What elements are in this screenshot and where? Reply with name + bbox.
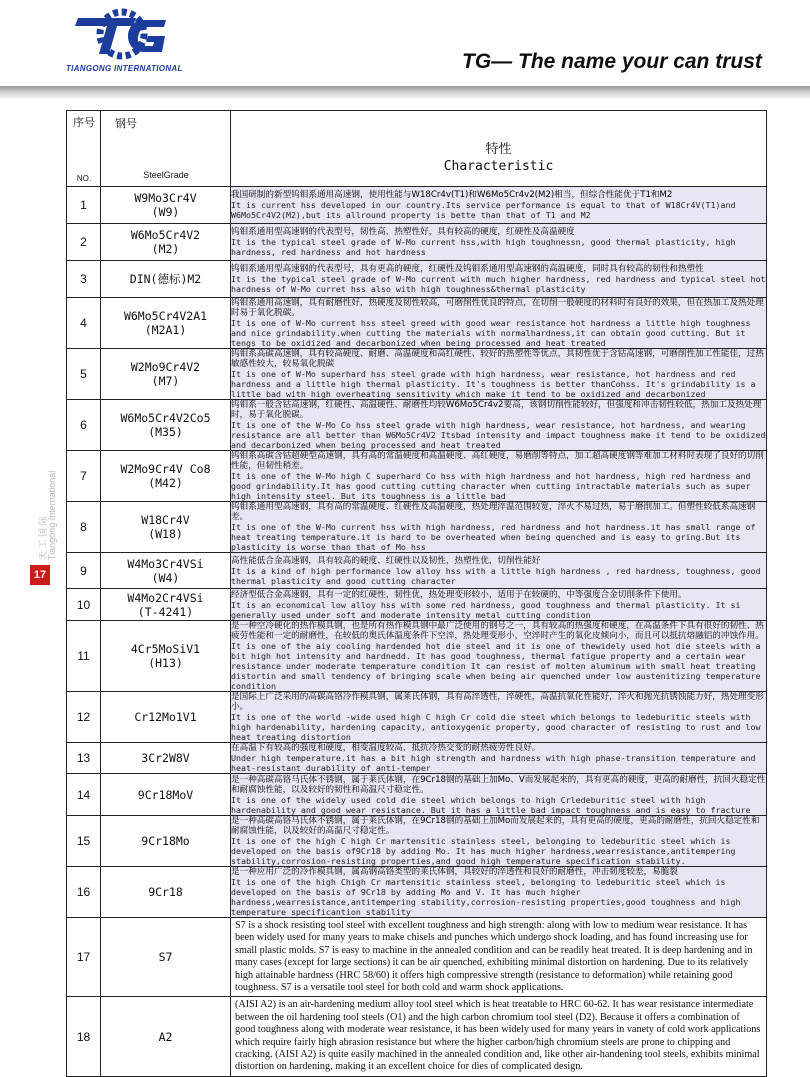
header-char-cn: 特性 — [485, 141, 512, 157]
characteristic-chinese: 在高温下有较高的强度和硬度，相变温度较高，抵抗冷热交变的耐热疲劳性良好。 — [231, 743, 541, 753]
table-header-row — [67, 111, 767, 187]
row-number: 11 — [67, 621, 101, 692]
characteristic-cell — [231, 502, 767, 553]
grade-name: W6Mo5Cr4V2Co5 — [120, 411, 211, 425]
characteristic-english: It is one of W-Mo superhard hss steel grade with high hardness, wear resistance, hot hardness and red hardness and a little high thermal plasticity. It's toughness is better thanCohss. It's grindability is a little bad with high overheating sensitivity which make it tend to be oxidized and decarbonized — [231, 369, 756, 399]
row-number: 16 — [67, 867, 101, 918]
row-number: 2 — [67, 224, 101, 261]
characteristic-cell — [231, 298, 767, 349]
grade-name: 9Cr18MoV — [137, 787, 194, 802]
grade-alias: (W4) — [151, 570, 180, 585]
grade-name: 4Cr5MoSiV1 — [130, 642, 201, 656]
table-row — [67, 692, 767, 743]
characteristic-cell — [231, 400, 767, 451]
grade-name: W4Mo2Cr4VSi — [127, 590, 204, 605]
steel-grade — [101, 867, 231, 918]
table-row — [67, 553, 767, 589]
header-no — [67, 111, 101, 187]
characteristic-chinese: 钨钼系通用高速钢，具有耐磨性好，热硬度及韧性较高，可磨削性优良的特点，在切削一般硬度的材料时有良好的效果，但在热加工及热处理时易于氧化脱碳。 — [231, 298, 764, 318]
grade-name: W4Mo3Cr4VSi — [127, 556, 204, 571]
characteristic-english: It is one of the widely used cold die steel which belongs to high Crledeburitic steel with high hardenability and good wear resistance. But it has a little bad impact toughness and is easy to fracture — [231, 794, 751, 815]
characteristic-english: Under high temperature.it has a bit high strength and hardness with high phase-transition temperature and heat-resistant durability of anti-temper — [231, 753, 756, 773]
characteristic-chinese: 钨钼系通用型高速钢的代表型号，韧性高，热塑性好，具有较高的硬度，红硬性及高温硬度 — [231, 227, 575, 237]
characteristic-english: It is the typical steel grade of W-Mo current with much higher hardness, red hardness and typical steel hot hardness of W-Mo curret hss also with high toughness&thermal plasticity — [231, 274, 766, 294]
characteristic-cell — [231, 774, 767, 816]
grade-name: Cr12Mo1V1 — [134, 710, 197, 724]
characteristic-english: It is one of W-Mo current hss steel greed with good wear resistance hot hardness a little high toughness and nice grindability.when cutting the materials with normalhardness,it can obtain good cutting. But it tengs to be oxidized and decarbonized when being processed and heat treated — [231, 318, 751, 348]
table-body — [67, 187, 767, 1077]
table-row — [67, 261, 767, 298]
table-row — [67, 867, 767, 918]
characteristic-chinese: 钨钼系一般含钴高速钢，红硬性、高温硬性、耐磨性均较W6Mo5Cr4v2要高，该钢切削性能较好，但强度和冲击韧性较低，热加工及热处理时，易于氧化脱碳。 — [231, 400, 762, 420]
table-row — [67, 918, 767, 997]
steel-grade — [101, 451, 231, 502]
characteristic-english: S7 is a shock resisting tool steel with excellent toughness and high strength: along with low to medium wear resistance. It has been widely used for many years to make chisels and punches which undergo shock loading, and has found increasing use for small plastic molds. S7 is easy to machine in the annealed condition and can be readily heat treated. It is deep hardening and in many cases (except for large sections) it can be air quenched, exhibiting minimal distortion on hardening. Due to its relatively high attainable hardness (HRC 58/60) it offers high compressive strength (resistance to deformation) while retaining good toughness. S7 is a versatile tool steel for both cold and warm shock applications. — [235, 920, 753, 994]
header-grade-en: SteelGrade — [143, 170, 189, 180]
grade-name: W2Mo9Cr4V Co8 — [120, 462, 211, 476]
characteristic-cell — [231, 621, 767, 692]
characteristic-chinese: 是一种应用广泛的冷作模具钢，属高钢高铬类型的莱氏体钢，具较好的淬透性和良好的耐磨性，冲击韧度较差，易脆裂 — [231, 867, 678, 877]
steel-grade-table — [66, 110, 767, 1077]
characteristic-english: It is one of the high C high Cr martensitic stainless steel, belonging to ledeburitic steel which is developed on the basis of9Cr18 by adding Mo. It has much higher hardness,wearresistance,antitempering stability,corrosion-resisting properties,and good high temperature specification stability. — [231, 836, 736, 866]
table-row — [67, 621, 767, 692]
row-number: 15 — [67, 816, 101, 867]
characteristic-english: It is one of the W-Mo current hss with high hardness, red hardness and hot hardness.it has small range of heat treating temperature.it is hard to be overheated when being quenched and is easy to gring.But its plasticity is worse than that of Mo hss — [231, 522, 756, 552]
side-tab — [30, 440, 57, 600]
grade-name: 9Cr18 — [148, 885, 183, 899]
row-number: 5 — [67, 349, 101, 400]
steel-grade — [101, 261, 231, 298]
side-english: Tiangong International — [47, 470, 57, 560]
characteristic-english: It is a kind of high performance low alloy hss with a little high hardness , red hardness, toughness, good thermal plasticity and good cutting character — [231, 565, 761, 586]
row-number: 13 — [67, 743, 101, 774]
characteristic-chinese: 是一种空冷硬化的热作模具钢，也是所有热作模具钢中最广泛使用的钢号之一，具有较高的热强度和硬度，在高温条件下具有很好的韧性、热疲劳性能和一定的耐磨性，在较低的奥氏体温度条件下空淬，热处理变形小，空淬时产生的氧化皮倾向小，而且可以抵抗熔融铝的冲蚀作用。 — [231, 621, 764, 641]
steel-grade — [101, 621, 231, 692]
characteristic-chinese: 钨钼系高碳含钴超硬型高速钢，具有高的常温硬度和高温硬度、高红硬度，易磨削等特点，加工超高硬度钢等难加工材料时表现了良好的切削性能，但韧性稍差。 — [231, 451, 764, 471]
characteristic-chinese: 是一种高碳高铬马氏体不锈钢，属于莱氏体钢，在9Cr18钢的基础上加Mo、V而发展起来的，具有更高的硬度，更高的耐磨性，抗回火稳定性和耐腐蚀性能，以及较好的韧性和高温尺寸稳定性。 — [231, 774, 766, 795]
steel-grade — [101, 816, 231, 867]
tagline: TG— The name your can trust — [462, 50, 762, 73]
characteristic-cell — [231, 187, 767, 224]
row-number: 18 — [67, 997, 101, 1076]
grade-name: 9Cr18Mo — [141, 834, 190, 848]
grade-alias: (W9) — [151, 205, 180, 219]
table-row — [67, 743, 767, 774]
table-row — [67, 451, 767, 502]
characteristic-cell — [231, 553, 767, 589]
characteristic-chinese: 我国研制的新型钨钼系通用高速钢，使用性能与W18Cr4v(T1)和W6Mo5Cr4v2(M2)相当，但综合性能优于T1和M2 — [231, 190, 673, 200]
table-row — [67, 349, 767, 400]
header-no-cn: 序号 — [73, 116, 95, 129]
grade-alias: (H13) — [148, 656, 183, 670]
characteristic-cell — [231, 692, 767, 743]
characteristic-english: It is an economical low alloy hss with some red hardness, good toughness and thermal plasticity. It si generally used under soft and moderate intensity metal cutting condition — [231, 599, 741, 620]
characteristic-cell — [231, 261, 767, 298]
header-characteristic — [231, 111, 767, 187]
side-chinese: 天 工 国 际 — [38, 516, 48, 560]
grade-alias: (W18) — [148, 527, 183, 541]
header-grade-cn: 钢号 — [115, 117, 137, 130]
grade-alias: (M2) — [151, 242, 180, 256]
row-number: 10 — [67, 589, 101, 621]
grade-name: W6Mo5Cr4V2 — [130, 228, 201, 242]
characteristic-english: (AISI A2) is an air-hardening medium alloy tool steel which is heat treatable to HRC 60-62. It has wear resistance intermediate between the oil hardening tool steels (O1) and the high carbon chromium tool steel (D2). Because it offers a combination of good toughness along with moderate wear resistance, it has been widely used for many years in vanety of cold work applications which require fairly high abrasion resistance but where the higher carbon/high chromium steels are prone to chipping and cracking. (AISI A2) is quite easily machined in the annealed condition and, like other air-handening tool steels, exhibits minimal distortion on hardening, making it an excellent choice for dies of complicated design. — [235, 999, 761, 1073]
row-number: 9 — [67, 553, 101, 589]
characteristic-chinese: 钨钼系通用型高速钢，具有高的常温硬度、红硬性及高温硬度，热处理淬温范围较宽，淬火不易过热，易于磨削加工。但塑性较低系高速钢差。 — [231, 502, 756, 522]
header-bar — [0, 86, 810, 100]
steel-grade — [101, 553, 231, 589]
steel-grade — [101, 298, 231, 349]
characteristic-chinese: 钨钼系通用型高速钢的代表型号，具有更高的硬度，红硬性及钨钼系通用型高速钢的高温硬度，同时具有较高的韧性和热塑性 — [231, 264, 704, 274]
tiangong-logo-icon — [72, 4, 172, 68]
steel-grade — [101, 743, 231, 774]
row-number: 8 — [67, 502, 101, 553]
steel-grade — [101, 224, 231, 261]
row-number: 7 — [67, 451, 101, 502]
grade-alias: (T-4241) — [137, 604, 194, 619]
characteristic-chinese: 经济型低合金高速钢，具有一定的红硬性，韧性优，热处理变形较小，适用于在较硬的，中等强度合金切削条件下使用。 — [231, 589, 687, 600]
table-row — [67, 774, 767, 816]
page-header — [0, 0, 810, 100]
table-row — [67, 187, 767, 224]
table-row — [67, 224, 767, 261]
characteristic-english: It is one of the world -wide used high C high Cr cold die steel which belongs to ledeburitic steels with high hardenability, hardening capacity, antioxygenic property, good character of resisting to rust and low heat treating distortion — [231, 712, 761, 742]
steel-grade — [101, 502, 231, 553]
header-no-en: NO. — [76, 174, 92, 183]
grade-alias: (M7) — [151, 374, 180, 388]
characteristic-chinese: 高性能低合金高速钢，具有较高的硬度、红硬性以及韧性，热塑性优，切削性能好 — [231, 555, 541, 566]
characteristic-cell — [231, 224, 767, 261]
grade-name: DIN(德标)M2 — [129, 272, 202, 286]
characteristic-cell — [231, 743, 767, 774]
steel-grade — [101, 349, 231, 400]
table-row — [67, 298, 767, 349]
grade-alias: (M35) — [148, 425, 183, 439]
row-number: 1 — [67, 187, 101, 224]
characteristic-cell — [231, 589, 767, 621]
steel-grade — [101, 997, 231, 1076]
header-grade — [101, 111, 231, 187]
table-row — [67, 400, 767, 451]
grade-name: 3Cr2W8V — [141, 751, 190, 765]
header-char-en: Characteristic — [443, 158, 554, 174]
grade-name: S7 — [158, 950, 173, 965]
characteristic-cell — [231, 997, 767, 1076]
row-number: 12 — [67, 692, 101, 743]
grade-alias: (M42) — [148, 476, 183, 490]
characteristic-english: It is one of the W-Mo high C superhard Co hss with high hardness and hot hardness, high red hardness and good grindability.It has good cutting cutting character when cutting intractable materials such as super high intensity steel. But its toughness is a little bad — [231, 471, 751, 501]
grade-name: W6Mo5Cr4V2A1 — [123, 309, 208, 323]
characteristic-cell — [231, 918, 767, 997]
row-number: 6 — [67, 400, 101, 451]
row-number: 3 — [67, 261, 101, 298]
steel-grade — [101, 918, 231, 997]
steel-grade — [101, 187, 231, 224]
characteristic-cell — [231, 816, 767, 867]
characteristic-cell — [231, 451, 767, 502]
characteristic-english: It is one of the W-Mo Co hss steel grade with high hardness, wear resistance, hot hardness, and wearing resistance are all better than W6Mo5Cr4V2 Itsbad intensity and impact toughness make it tend to be oxidized and decarbonized when being processed and heat treated — [231, 420, 766, 450]
row-number: 14 — [67, 774, 101, 816]
table-row — [67, 816, 767, 867]
characteristic-chinese: 是一种高碳高铬马氏体不锈钢，属于莱氏体钢，在9Cr18钢的基础上加Mo而发展起来的，具有更高的硬度，更高的耐磨性，抗回火稳定性和耐腐蚀性能，以及较好的高温尺寸稳定性。 — [231, 816, 760, 836]
brand-name: TIANGONG INTERNATIONAL — [66, 64, 183, 73]
grade-name: W2Mo9Cr4V2 — [130, 360, 201, 374]
characteristic-english: It is one of the high Chigh Cr martensitic stainless steel, belonging to ledeburitic steel which is developed on the basis of 9Cr18 by adding Mo and V. It has much higher hardness,wearresistance,antitempering stability,corrosion-resisting properties,good toughness and high temperature specificantion stability — [231, 877, 741, 917]
steel-grade — [101, 589, 231, 621]
steel-grade — [101, 774, 231, 816]
table-row — [67, 502, 767, 553]
characteristic-english: It is current hss developed in our country.Its service performance is equal to that of W18Cr4V(T1)and W6Mo5Cr4V2(M2),but its allround property is bette than that of T1 and M2 — [231, 200, 736, 220]
characteristic-english: It is one of the aiy cooling hardended hot die steel and it is one of thewidely used hot die steels with a bit high hot intensity and hardnedd. It has good toughness, thermal fatigue property and a certain wear resistance under moderate temperature condition It can resist of molten aluminum with small heat treating distortin and small tendency of bringing scale when being air quenched under low austenitizing temperature condition — [231, 641, 761, 691]
row-number: 4 — [67, 298, 101, 349]
characteristic-chinese: 是国际上广泛采用的高碳高铬冷作模具钢，属莱氏体钢，具有高淬透性，淬硬性，高温抗氧化性能好，淬火和抛光抗锈蚀能力好，热处理变形小。 — [231, 692, 764, 712]
characteristic-cell — [231, 349, 767, 400]
grade-alias: (M2A1) — [144, 323, 187, 337]
grade-name: A2 — [158, 1029, 173, 1044]
grade-name: W9Mo3Cr4V — [134, 191, 197, 205]
row-number: 17 — [67, 918, 101, 997]
table-row — [67, 997, 767, 1076]
grade-name: W18Cr4V — [141, 513, 190, 527]
page-number: 17 — [30, 565, 50, 585]
characteristic-cell — [231, 867, 767, 918]
characteristic-chinese: 钨钼系高碳高速钢，具有较高硬度、耐磨、高温硬度和高红硬性、较好的热塑性等优点，其韧性优于含钴高速钢，可磨削性加工性能佳，过热敏感性较大，较易氧化脱碳 — [231, 349, 764, 369]
characteristic-english: It is the typical steel grade of W-Mo current hss,with high toughnessn, good thermal plasticity, high hardness, red hardness and hot hardness — [231, 237, 736, 257]
table-row — [67, 589, 767, 621]
steel-grade — [101, 400, 231, 451]
steel-grade — [101, 692, 231, 743]
